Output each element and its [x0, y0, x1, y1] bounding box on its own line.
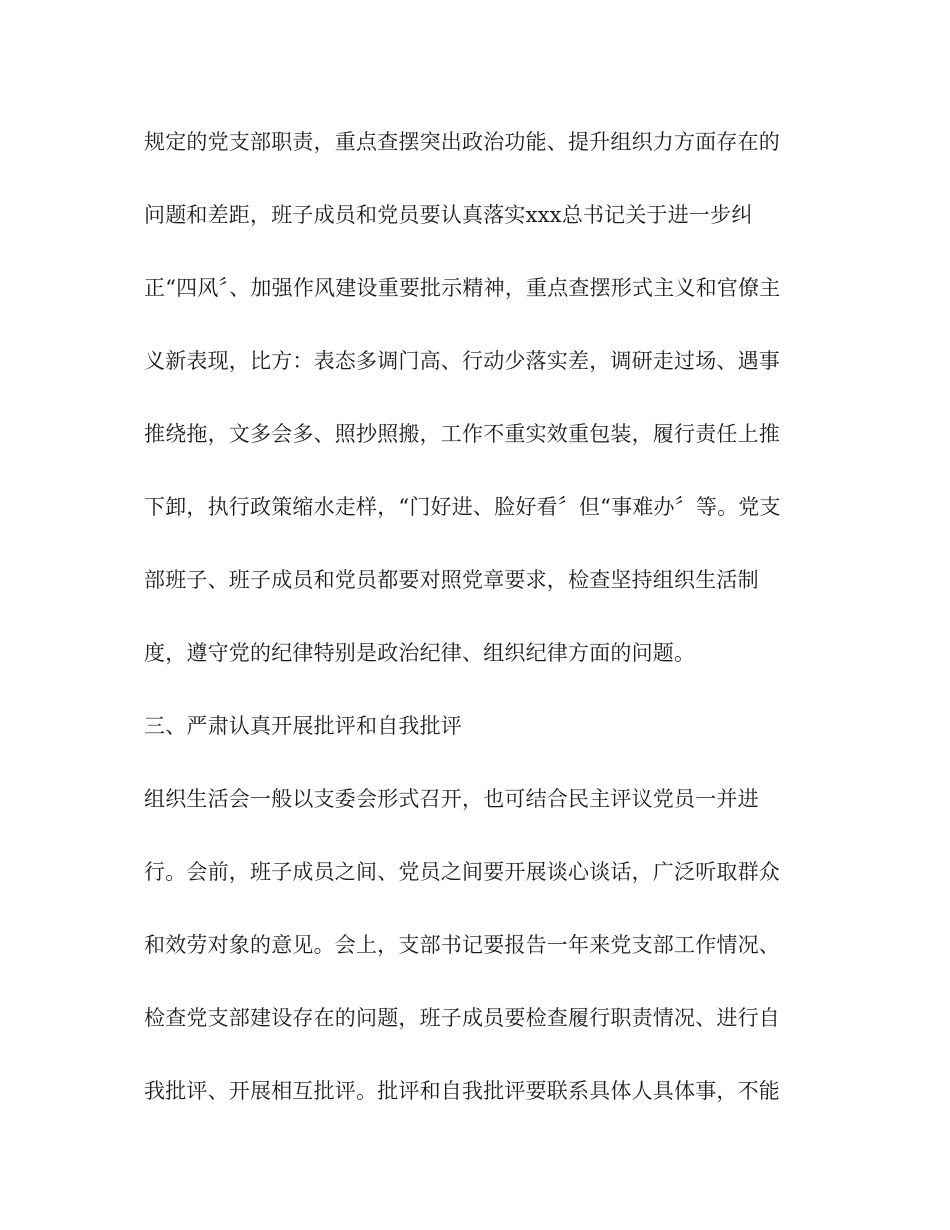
body-text-line: 问题和差距，班子成员和党员要认真落实xxx总书记关于进一步纠: [144, 203, 753, 227]
body-text-line: 义新表现，比方：表态多调门高、行动少落实差，调研走过场、遇事: [144, 349, 780, 373]
body-text-line: 部班子、班子成员和党员都要对照党章要求，检查坚持组织生活制: [144, 568, 759, 592]
body-text-line: 规定的党支部职责，重点查摆突出政治功能、提升组织力方面存在的: [144, 130, 780, 154]
body-text-line: 行。会前，班子成员之间、党员之间要开展谈心谈话，广泛听取群众: [144, 860, 780, 884]
body-text-line: 度，遵守党的纪律特别是政治纪律、组织纪律方面的问题。: [144, 641, 696, 665]
body-text-line: 检查党支部建设存在的问题，班子成员要检查履行职责情况、进行自: [144, 1006, 780, 1030]
body-text-line: 下卸，执行政策缩水走样，“门好进、脸好看〞但“事难办〞等。党支: [144, 495, 781, 519]
body-text-line: 我批评、开展相互批评。批评和自我批评要联系具体人具体事，不能: [144, 1079, 780, 1103]
body-text-line: 和效劳对象的意见。会上，支部书记要报告一年来党支部工作情况、: [144, 933, 780, 957]
body-text-line: 组织生活会一般以支委会形式召开，也可结合民主评议党员一并进: [144, 787, 759, 811]
body-text-line: 正“四风〞、加强作风建设重要批示精神，重点查摆形式主义和官僚主: [144, 276, 781, 300]
section-heading: 三、严肃认真开展批评和自我批评: [144, 714, 462, 738]
body-text-line: 推绕拖，文多会多、照抄照搬，工作不重实效重包装，履行责任上推: [144, 422, 780, 446]
